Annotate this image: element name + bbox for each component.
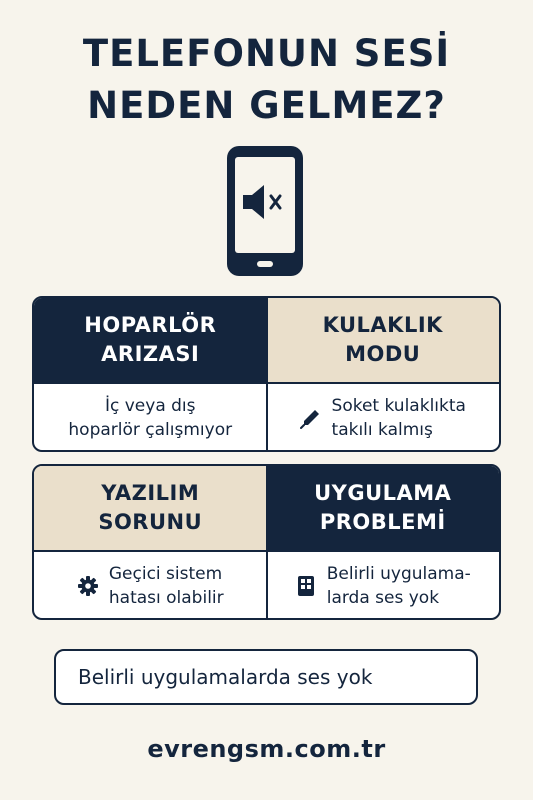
desc-line: Soket kulaklıkta	[331, 396, 466, 416]
desc-line: larda ses yok	[326, 588, 440, 608]
heading-line: PROBLEMİ	[319, 510, 446, 534]
page-title	[0, 28, 533, 132]
phone-muted-speaker-icon	[224, 143, 306, 279]
desc-line: Geçici sistem	[108, 564, 223, 584]
heading-line: SORUNU	[98, 510, 203, 534]
card-hoparlor-kulaklik	[32, 296, 501, 452]
heading-hoparlor-arizasi	[34, 298, 267, 382]
desc-uygulama	[267, 552, 500, 620]
summary-banner	[54, 649, 478, 705]
title-line-1: TELEFONUN SESİ	[82, 32, 451, 75]
title-line-2: NEDEN GELMEZ?	[87, 84, 446, 127]
heading-uygulama-problemi	[267, 466, 500, 550]
heading-line: UYGULAMA	[314, 481, 452, 505]
banner-text: Belirli uygulamalarda ses yok	[78, 665, 373, 689]
heading-yazilim-sorunu	[34, 466, 267, 550]
desc-line: hoparlör çalışmıyor	[68, 420, 233, 440]
card-yazilim-uygulama	[32, 464, 501, 620]
desc-yazilim	[34, 552, 267, 620]
app-grid-icon	[295, 575, 317, 597]
footer-website: evrengsm.com.tr	[147, 735, 386, 763]
heading-line: ARIZASI	[101, 342, 200, 366]
desc-line: İç veya dış	[104, 396, 196, 416]
gear-icon	[77, 575, 99, 597]
pen-jack-icon	[300, 407, 322, 429]
desc-line: takılı kalmış	[331, 420, 433, 440]
desc-line: hatası olabilir	[108, 588, 224, 608]
heading-kulaklik-modu	[267, 298, 500, 382]
desc-line: Belirli uygulama-	[326, 564, 471, 584]
heading-line: MODU	[345, 342, 421, 366]
heading-line: HOPARLÖR	[84, 313, 217, 337]
heading-line: YAZILIM	[101, 481, 200, 505]
desc-kulaklik	[267, 384, 500, 452]
desc-hoparlor	[34, 384, 267, 452]
heading-line: KULAKLIK	[322, 313, 443, 337]
